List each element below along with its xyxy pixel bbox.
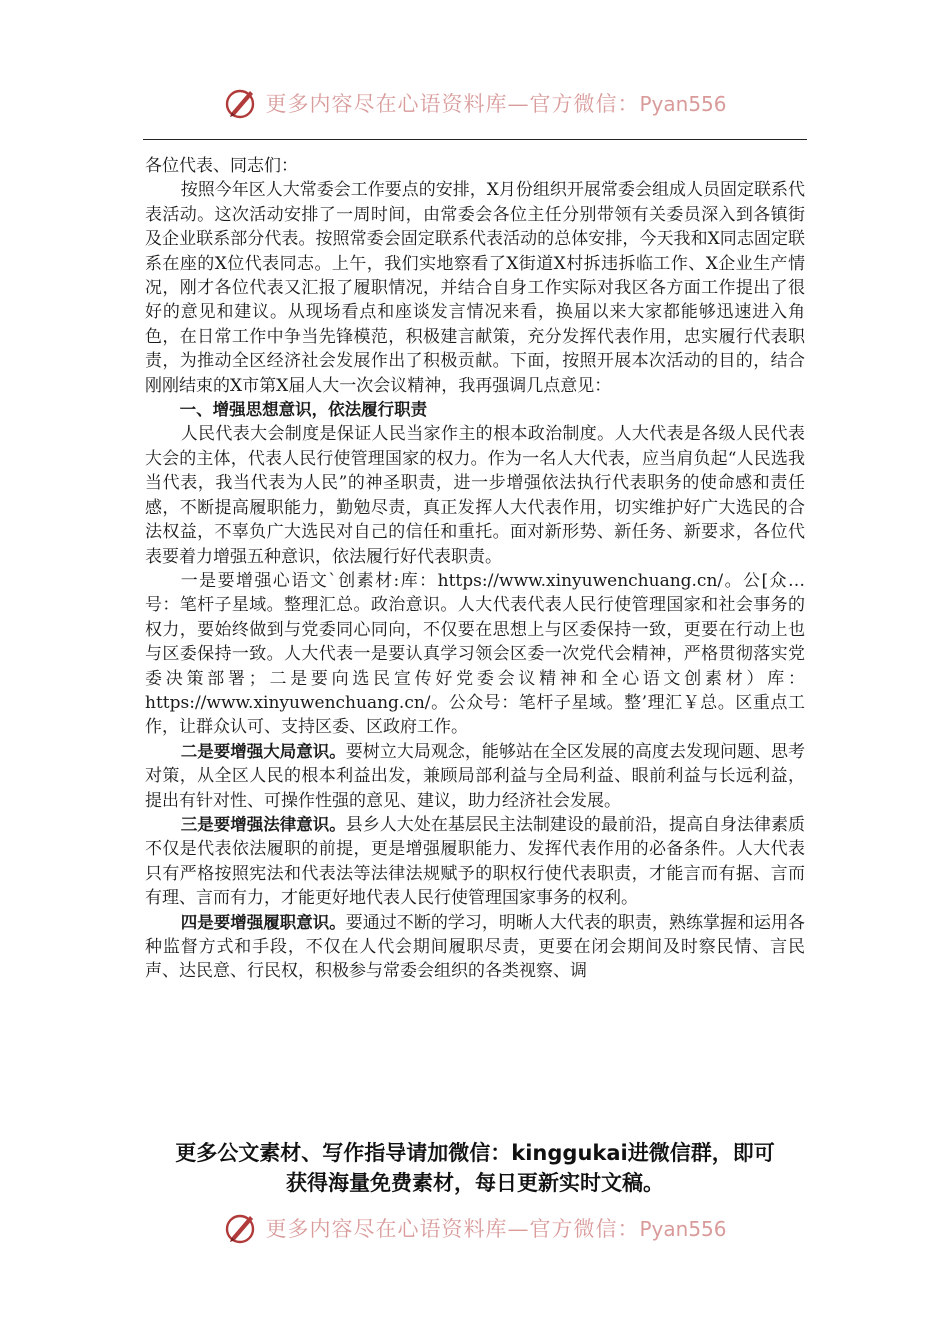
point-4-paragraph (145, 911, 805, 984)
greeting: 各位代表、同志们： (145, 156, 298, 176)
footer-brand-banner (0, 1208, 950, 1248)
pen-circle-logo-icon (223, 1210, 259, 1246)
point-3-text: 县乡人大处在基层民主法制建设的最前沿，提高自身法律素质不仅是代表依法履职的前提，更是增强履职能力、发挥代表作用的必备条件。人大代表只有严格按照宪法和代表法等法律法规赋予的职权行使代表职责，才能言而有据、言而有理、言而有力，才能更好地代表人民行使管理国家事务的权利。 (145, 814, 806, 909)
section1-paragraph: 人民代表大会制度是保证人民当家作主的根本政治制度。人大代表是各级人民代表大会的主体，代表人民行使管理国家的权力。作为一名人大代表，应当肩负起“人民选我当代表，我当代表为人民”的神圣职责，进一步增强依法执行代表职务的使命感和责任感，不断提高履职能力，勤勉尽责，真正发挥人大代表作用，切实维护好广大选民的合法权益，不辜负广大选民对自己的信任和重托。面对新形势、新任务、新要求，各位代表要着力增强五种意识，依法履行好代表职责。 (145, 424, 805, 567)
point-4-lead: 四是要增强履职意识。 (180, 912, 346, 932)
header-divider (143, 139, 807, 140)
section-heading-1: 一、增强思想意识，依法履行职责 (179, 400, 428, 420)
pen-circle-logo-icon (223, 85, 259, 121)
intro-paragraph: 按照今年区人大常委会工作要点的安排，X月份组织开展常委会组成人员固定联系代表活动。这次活动安排了一周时间，由常委会各位主任分别带领有关委员深入到各镇街及企业联系部分代表。按照常委会固定联系代表活动的总体安排，今天我和X同志固定联系在座的X位代表同志。上午，我们实地察看了X街道X村拆违拆临工作、X企业生产情况，刚才各位代表又汇报了履职情况，并结合自身工作实际对我区各方面工作提出了很好的意见和建议。从现场看点和座谈发言情况来看，换届以来大家都能够迅速进入角色，在日常工作中争当先锋模范，积极建言献策，充分发挥代表作用，忠实履行代表职责，为推动全区经济社会发展作出了积极贡献。下面，按照开展本次活动的目的，结合刚刚结束的X市第X届人大一次会议精神，我再强调几点意见： (145, 180, 805, 396)
brand-text: 更多内容尽在心语资料库—官方微信：Pyan556 (265, 1217, 727, 1241)
brand-wechat-id: Pyan556 (639, 92, 727, 116)
point-2-text: 要树立大局观念，能够站在全区发展的高度去发现问题、思考对策，从全区人民的根本利益出发，兼顾局部利益与全局利益、眼前利益与长远利益，提出有针对性、可操作性强的意见、建议，助力经济社会发展。 (145, 741, 806, 811)
point-2-paragraph (145, 740, 805, 813)
header-brand-banner (0, 83, 950, 123)
brand-wechat-id: Pyan556 (639, 1217, 727, 1241)
promo-line-1: 更多公文素材、写作指导请加微信：kinggukai进微信群，即可 (175, 1141, 775, 1165)
point-3-paragraph (145, 813, 805, 911)
promo-line-2: 获得海量免费素材，每日更新实时文稿。 (286, 1171, 664, 1195)
point-1-paragraph: 一是要增强心语文`创素材:库：https://www.xinyuwenchuang.cn/。公[众…号：笔杆子星域。整理汇总。政治意识。人大代表代表人民行使管理国家和社会事务的权力，要始终做到与党委同心同向，不仅要在思想上与区委保持一致，更要在行动上也与区委保持一致。人大代表一是要认真学习领会区委一次党代会精神，严格贯彻落实党委决策部署；二是要向选民宣传好党委会议精神和全心语文创素材）库：https://www.xinyuwenchuang.cn/。公众号：笔杆子星域。整’理汇￥总。区重点工作，让群众认可、支持区委、区政府工作。 (145, 570, 805, 738)
brand-text: 更多内容尽在心语资料库—官方微信：Pyan556 (265, 92, 727, 116)
point-2-lead: 二是要增强大局意识。 (180, 741, 346, 761)
document-body (145, 154, 805, 984)
promo-footer-text (140, 1138, 810, 1198)
point-3-lead: 三是要增强法律意识。 (180, 814, 346, 834)
point-4-text: 要通过不断的学习，明晰人大代表的职责，熟练掌握和运用各种监督方式和手段，不仅在人代会期间履职尽责，更要在闭会期间及时察民情、言民声、达民意、行民权，积极参与常委会组织的各类视察、调 (145, 912, 806, 982)
